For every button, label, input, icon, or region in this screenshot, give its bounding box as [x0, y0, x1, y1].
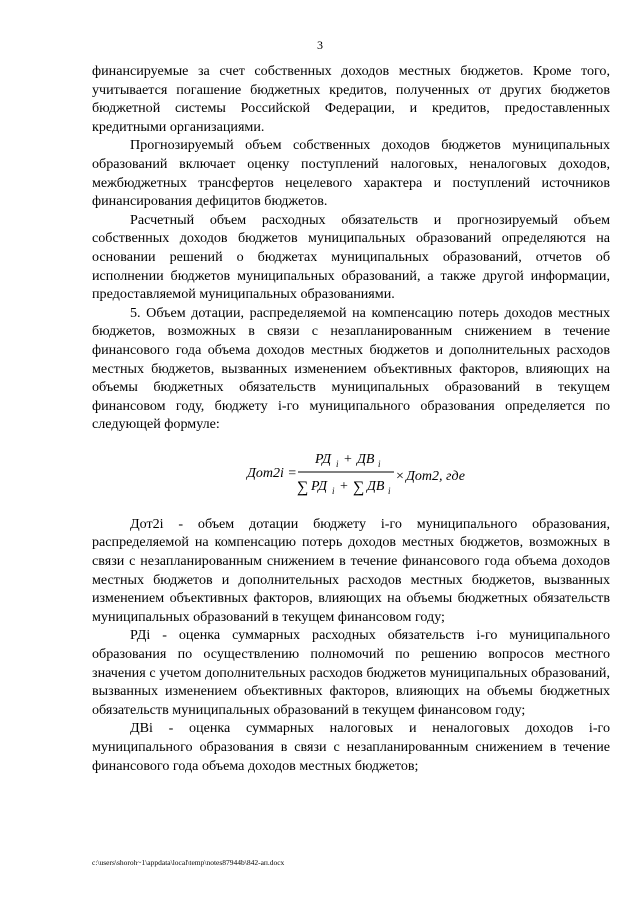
formula-den-dv-sub: i — [388, 485, 391, 496]
formula-den-rd-sub: i — [332, 485, 335, 496]
paragraph-4: 5. Объем дотации, распределяемой на компенсацию потерь доходов местных бюджетов, возможных в связи с незапланированным снижением в течение финансового года объема доходов местных бюджетов и дополнительных расходов местных бюджетов, вызванных изменением объективных факторов, влияющих на объемы бюджетных обязательств муниципальных образований в текущем финансовом году, бюджету i-го муниципального образования определяется по следующей формуле: — [92, 304, 610, 433]
formula-block — [92, 439, 610, 503]
formula-sum-2: ∑ — [353, 478, 365, 496]
formula-den-dv: ДВ — [367, 478, 385, 494]
document-body — [92, 62, 610, 775]
definition-dot2i: Дот2i - объем дотации бюджету i-го муниципального образования, распределяемой на компенсацию потерь доходов местных бюджетов, возможных в связи с незапланированным снижением в течение финансового года объема доходов местных бюджетов и дополнительных расходов местных бюджетов, вызванных изменением объективных факторов, влияющих на объемы бюджетных обязательств муниципальных образований в текущем финансовом году; — [92, 515, 610, 625]
formula-num-dv: ДВ — [357, 451, 375, 467]
definition-rdi: РДi - оценка суммарных расходных обязательств i-го муниципального образования по осуществлению полномочий по решению вопросов местного значения с учетом дополнительных расходов бюджетов муниципальных образований, вызванных изменением объективных факторов, влияющих на объемы бюджетных обязательств муниципальных образований в текущем финансовом году; — [92, 627, 610, 718]
page-number: 3 — [317, 38, 323, 52]
formula-rhs: Дот2, где — [406, 468, 465, 484]
paragraph-3: Расчетный объем расходных обязательств и прогнозируемый объем собственных доходов бюджетов муниципальных образований определяются на основании решений о бюджетах муниципальных образований, отчетов об исполнении бюджетов муниципальных образований, а также другой информации, предоставляемой муниципальных образованиями. — [92, 211, 610, 303]
paragraph-2: Прогнозируемый объем собственных доходов бюджетов муниципальных образований включает оценку поступлений налоговых, неналоговых доходов, межбюджетных трансфертов нецелевого характера и поступлений источников финансирования дефицитов бюджетов. — [92, 137, 610, 210]
footer-file-path: c:\users\shoroh~1\appdata\local\temp\notes87944b\842-ап.docx — [92, 858, 285, 867]
formula-svg — [92, 439, 610, 503]
formula-num-rd: РД — [315, 451, 332, 467]
paragraph-1: финансируемые за счет собственных доходов местных бюджетов. Кроме того, учитывается погашение бюджетных кредитов, полученных от других бюджетов бюджетной системы Российской Федерации, и кредитов, предоставленных кредитными организациями. — [92, 63, 610, 135]
formula-sum-1: ∑ — [297, 478, 309, 496]
formula-lhs: Дот2i = — [247, 465, 297, 481]
formula-den-plus: + — [340, 478, 348, 494]
formula-num-plus: + — [344, 451, 352, 467]
definition-dvi: ДВi - оценка суммарных налоговых и неналоговых доходов i-го муниципального образования в связи с незапланированным снижением в течение финансового года объема доходов местных бюджетов; — [92, 720, 610, 774]
formula-num-rd-sub: i — [336, 458, 339, 469]
formula-den-rd: РД — [311, 478, 328, 494]
formula-times: × — [396, 468, 404, 484]
formula-num-dv-sub: i — [378, 458, 381, 469]
